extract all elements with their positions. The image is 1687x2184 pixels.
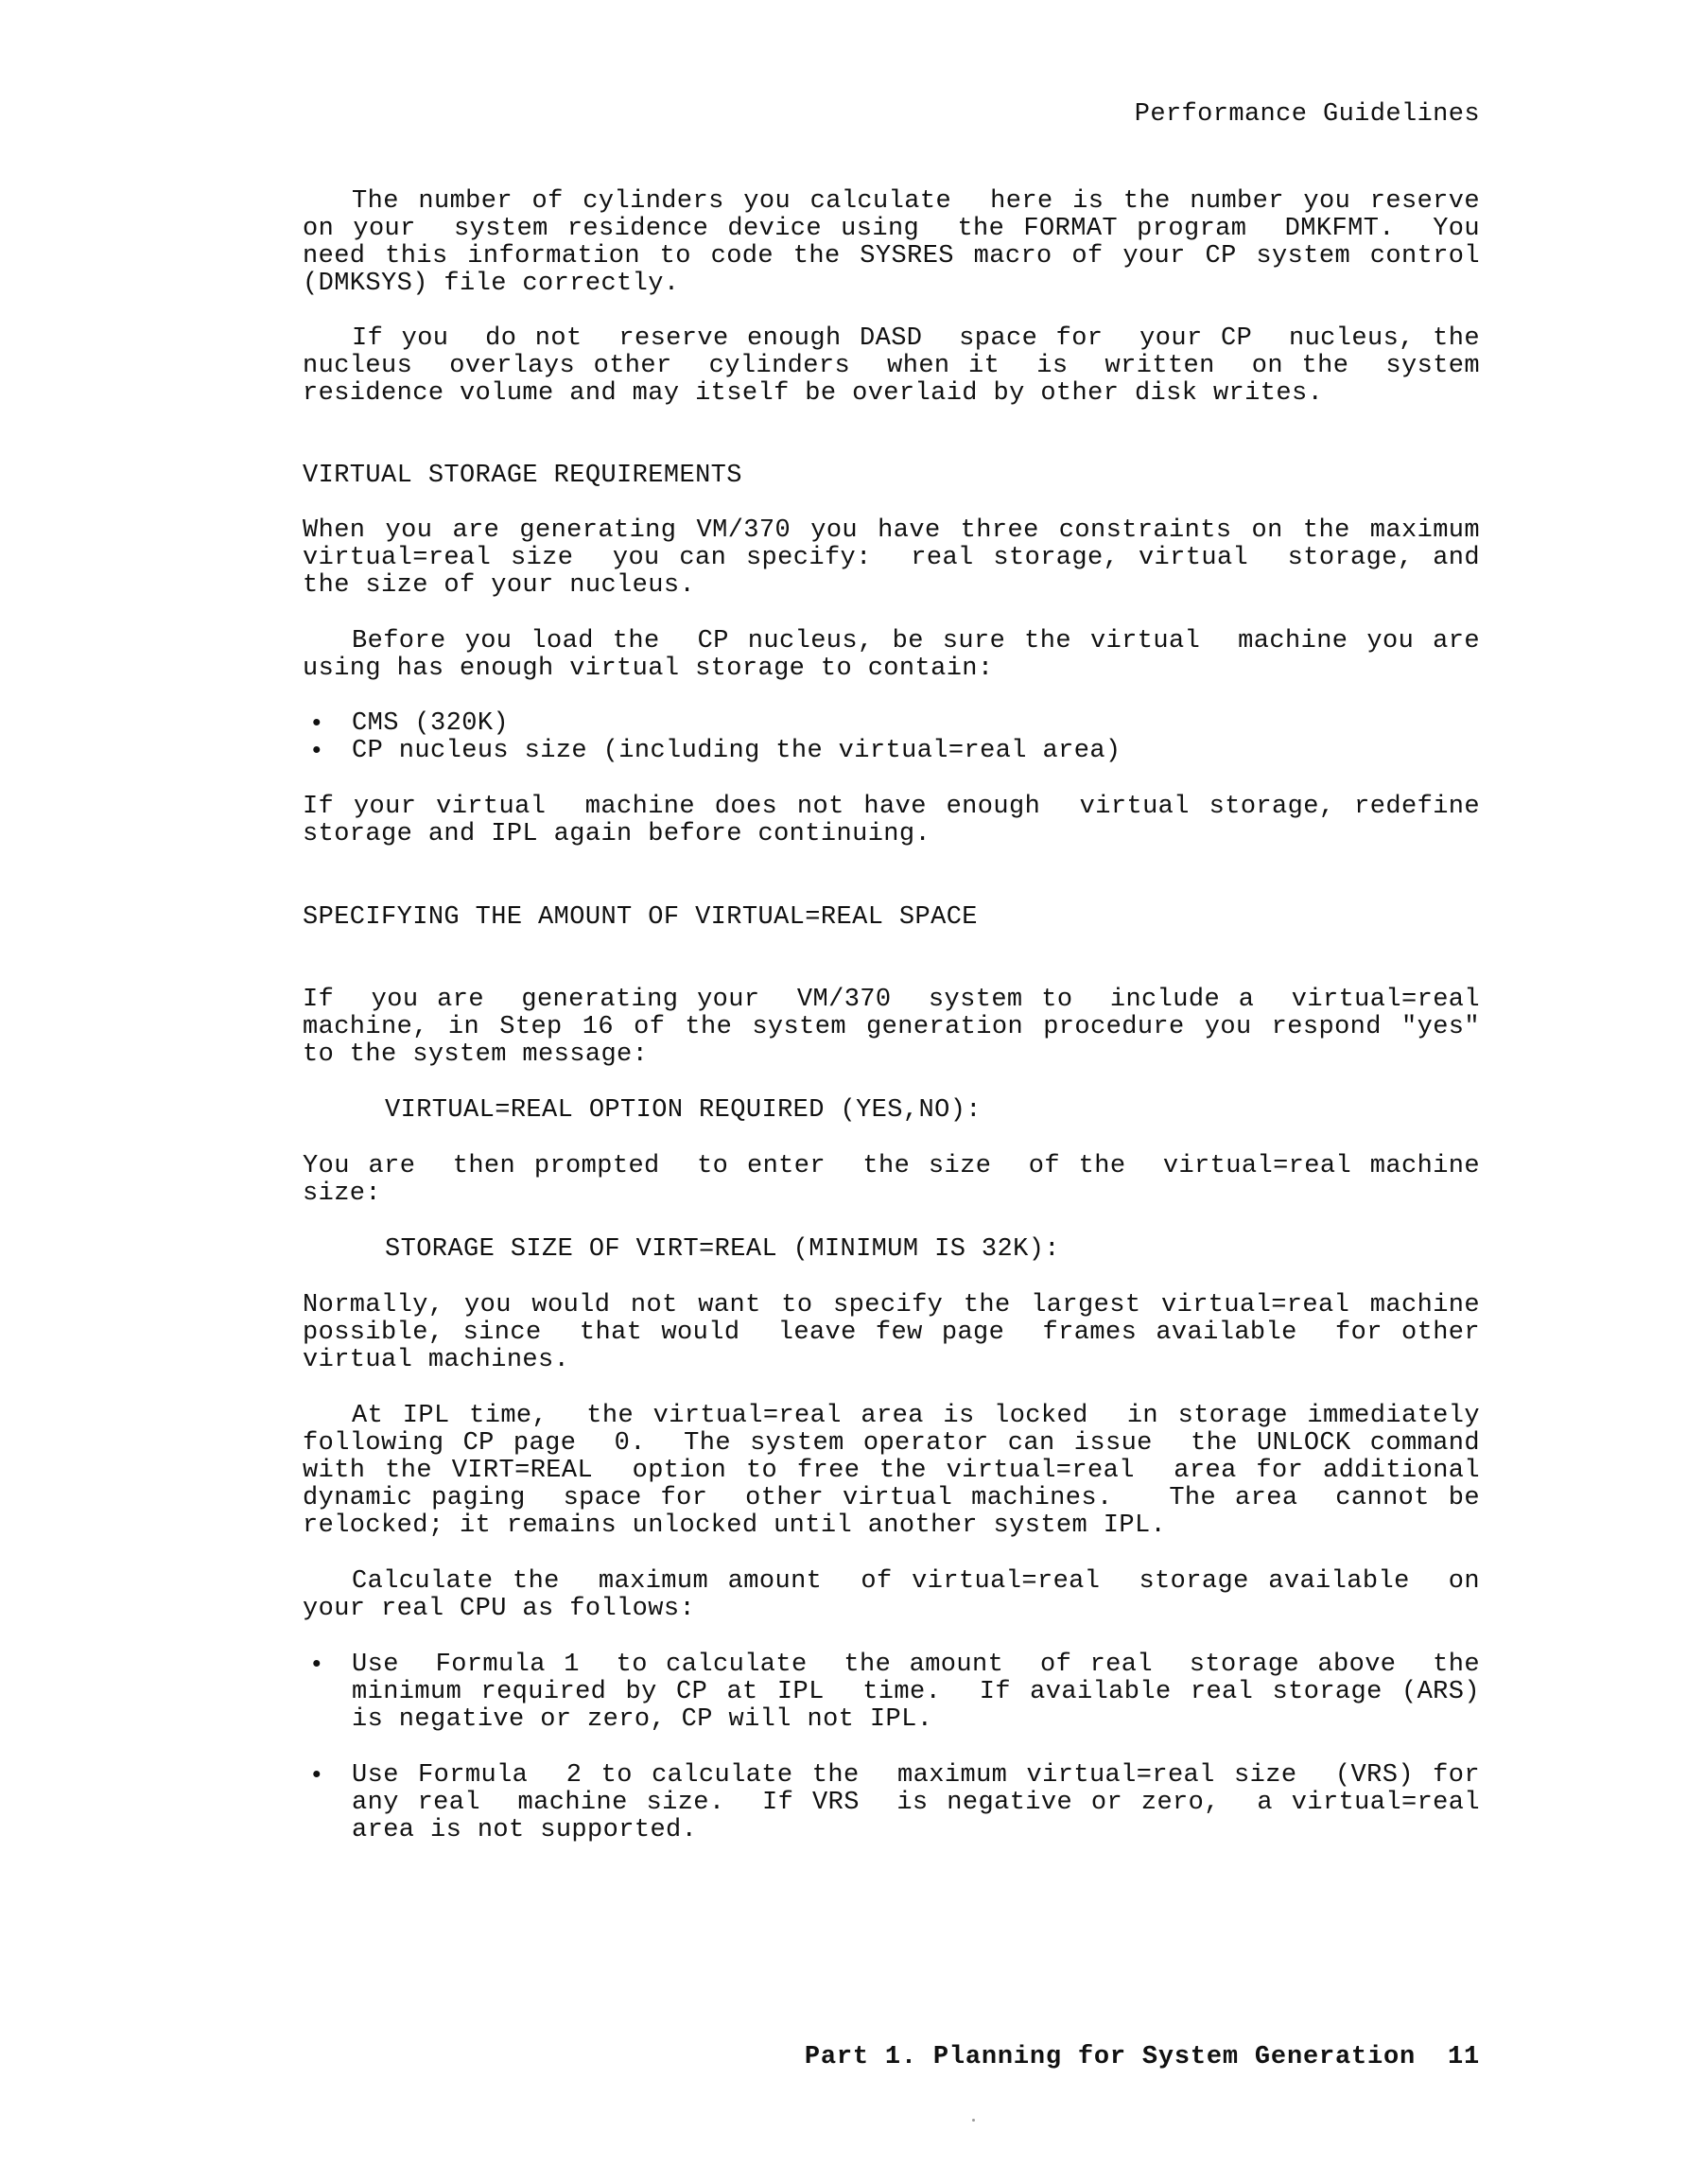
section-heading-virtual-storage: VIRTUAL STORAGE REQUIREMENTS [303, 462, 742, 490]
list-item: Use Formula 2 to calculate the maximum virtual=real size (VRS) for [352, 1761, 1480, 1790]
body-text-line: Normally, you would not want to specify the largest virtual=real machine [303, 1291, 1480, 1319]
list-item: any real machine size. If VRS is negative or zero, a virtual=real [352, 1789, 1480, 1817]
body-text-line: If your virtual machine does not have enough virtual storage, redefine [303, 793, 1480, 821]
section-heading-virtual-real-space: SPECIFYING THE AMOUNT OF VIRTUAL=REAL SPACE [303, 903, 978, 932]
body-text-line: storage and IPL again before continuing. [303, 820, 931, 848]
scan-speck [972, 2119, 975, 2122]
list-item: CMS (320K) [352, 709, 510, 738]
body-text-line: dynamic paging space for other virtual machines. The area cannot be [303, 1484, 1480, 1512]
bullet-icon: • [309, 1651, 324, 1679]
body-text-line: (DMKSYS) file correctly. [303, 270, 680, 298]
page-footer [805, 2043, 1480, 2071]
body-text-line: the size of your nucleus. [303, 571, 696, 600]
system-prompt-text: VIRTUAL=REAL OPTION REQUIRED (YES,NO): [385, 1096, 982, 1125]
body-text-line: with the VIRT=REAL option to free the virtual=real area for additional [303, 1457, 1480, 1485]
body-text-line: When you are generating VM/370 you have three constraints on the maximum [303, 516, 1480, 545]
running-header: Performance Guidelines [1134, 100, 1480, 129]
list-item: Use Formula 1 to calculate the amount of real storage above the [352, 1651, 1480, 1679]
body-text-line: possible, since that would leave few page frames available for other [303, 1319, 1480, 1347]
footer-part-title: Part 1. Planning for System Generation [804, 2043, 1416, 2071]
list-item: area is not supported. [352, 1816, 698, 1844]
body-text-line: Calculate the maximum amount of virtual=real storage available on [352, 1567, 1480, 1596]
list-item: CP nucleus size (including the virtual=real area) [352, 737, 1122, 765]
body-text-line: If you are generating your VM/370 system to include a virtual=real [303, 986, 1480, 1014]
body-text-line: residence volume and may itself be overlaid by other disk writes. [303, 379, 1324, 408]
bullet-icon: • [309, 709, 324, 738]
body-text-line: size: [303, 1179, 382, 1208]
body-text-line: virtual machines. [303, 1346, 570, 1374]
system-prompt-text: STORAGE SIZE OF VIRT=REAL (MINIMUM IS 32K): [385, 1235, 1060, 1264]
body-text-line: your real CPU as follows: [303, 1595, 696, 1623]
body-text-line: on your system residence device using the FORMAT program DMKFMT. You [303, 215, 1480, 243]
body-text-line: At IPL time, the virtual=real area is locked in storage immediately [352, 1402, 1480, 1430]
body-text-line: You are then prompted to enter the size of the virtual=real machine [303, 1152, 1480, 1180]
body-text-line: relocked; it remains unlocked until another system IPL. [303, 1511, 1167, 1540]
body-text-line: using has enough virtual storage to contain: [303, 655, 994, 683]
body-text-line: virtual=real size you can specify: real storage, virtual storage, and [303, 544, 1480, 572]
body-text-line: Before you load the CP nucleus, be sure the virtual machine you are [352, 627, 1480, 655]
bullet-icon: • [309, 1761, 324, 1790]
body-text-line: nucleus overlays other cylinders when it is written on the system [303, 352, 1480, 380]
page-number: 11 [1447, 2043, 1480, 2071]
list-item: is negative or zero, CP will not IPL. [352, 1705, 933, 1734]
body-text-line: If you do not reserve enough DASD space for your CP nucleus, the [352, 324, 1480, 353]
list-item: minimum required by CP at IPL time. If available real storage (ARS) [352, 1678, 1480, 1706]
body-text-line: to the system message: [303, 1040, 649, 1069]
body-text-line: machine, in Step 16 of the system generation procedure you respond "yes" [303, 1013, 1480, 1041]
body-text-line: The number of cylinders you calculate here is the number you reserve [352, 187, 1480, 216]
body-text-line: need this information to code the SYSRES macro of your CP system control [303, 242, 1480, 271]
bullet-icon: • [309, 737, 324, 765]
body-text-line: following CP page 0. The system operator can issue the UNLOCK command [303, 1429, 1480, 1458]
